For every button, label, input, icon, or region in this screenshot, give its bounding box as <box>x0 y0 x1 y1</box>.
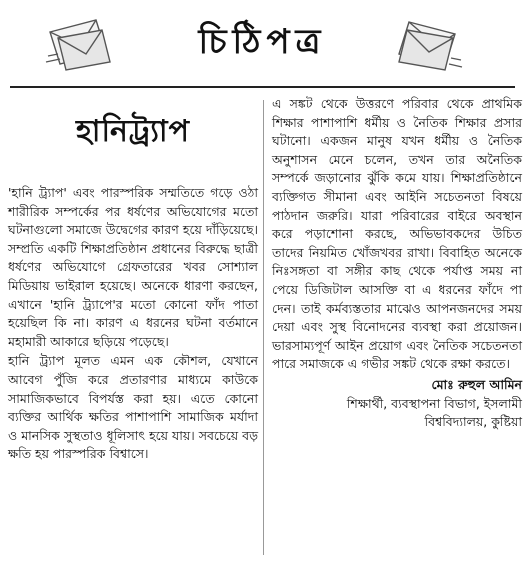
author-name: মোঃ রুহুল আমিন <box>431 376 522 392</box>
envelope-icon <box>393 12 463 72</box>
article-column-right <box>272 95 522 432</box>
article-headline: হানিট্র্যাপ <box>75 114 190 149</box>
author-affiliation-line1: শিক্ষার্থী, ব্যবস্থাপনা বিভাগ, ইসলামী <box>346 395 522 411</box>
article-paragraph: 'হানি ট্র্যাপ' এবং পারস্পরিক সম্মতিতে গড়ে ওঠা শারীরিক সম্পর্কের পর ধর্ষণের অভিযোগের মতো ঘটনাগুলো সমাজে উদ্বেগের কারণ হয়ে দাঁড়িয়েছে। সম্প্রতি একটি শিক্ষাপ্রতিষ্ঠান প্রধানের বিরুদ্ধে ছাত্রী ধর্ষণের অভিযোগে গ্রেফতারের খবর সোশ্যাল মিডিয়ায় ভাইরাল হয়েছে। অনেকে ধারণা করছেন, এখানে 'হানি ট্র্যাপে'র মতো কোনো ফাঁদ পাতা হয়েছিল কি না। কারণ এ ধরনের ঘটনা বর্তমানে মহামারী আকারে ছড়িয়ে পড়েছে। <box>8 185 258 349</box>
header-divider <box>10 86 515 88</box>
section-header <box>0 0 525 92</box>
column-divider <box>263 100 264 555</box>
article-column-left <box>8 95 258 464</box>
author-affiliation-line2: বিশ্ববিদ্যালয়, কুষ্টিয়া <box>424 414 522 430</box>
signature-block <box>272 376 522 432</box>
section-title: চিঠিপত্র <box>198 22 327 62</box>
article-paragraph: হানি ট্র্যাপ মূলত এমন এক কৌশল, যেখানে আবেগ পুঁজি করে প্রতারণার মাধ্যমে কাউকে সামাজিকভাবে বিপর্যস্ত করা হয়। এতে কোনো ব্যক্তির আর্থিক ক্ষতির পাশাপাশি সামাজিক মর্যাদা ও মানসিক সুস্থতাও ধূলিসাৎ হয়ে যায়। সবচেয়ে বড় ক্ষতি হয় পারস্পরিক বিশ্বাসে। <box>8 353 258 462</box>
article-paragraph: এ সঙ্কট থেকে উত্তরণে পরিবার থেকে প্রাথমিক শিক্ষার পাশাপাশি ধর্মীয় ও নৈতিক শিক্ষার প্রসার ঘটানো। একজন মানুষ যখন ধর্মীয় ও নৈতিক অনুশাসন মেনে চলেন, তখন তার অনৈতিক সম্পর্কে জড়ানোর ঝুঁকি কমে যায়। শিক্ষাপ্রতিষ্ঠানে ব্যক্তিগত সীমানা এবং আইনি সচেতনতা বিষয়ে পাঠদান জরুরি। যারা পরিবারের বাইরে অবস্থান করে পড়াশোনা করছে, অভিভাবকদের উচিত তাদের নিয়মিত খোঁজখবর রাখা। বিবাহিত অনেকে নিঃসঙ্গতা বা সঙ্গীর কাছ থেকে পর্যাপ্ত সময় না পেয়ে ডিজিটাল আসক্তি বা এ ধরনের ফাঁদে পা দেন। তাই কর্মব্যস্ততার মাঝেও আপনজনদের সময় দেয়া এবং সুস্থ বিনোদনের ব্যবস্থা করা প্রয়োজন। ভারসাম্যপূর্ণ আইন প্রয়োগ এবং নৈতিক সচেতনতা পারে সমাজকে এ গভীর সঙ্কট থেকে রক্ষা করতে। <box>272 96 522 372</box>
